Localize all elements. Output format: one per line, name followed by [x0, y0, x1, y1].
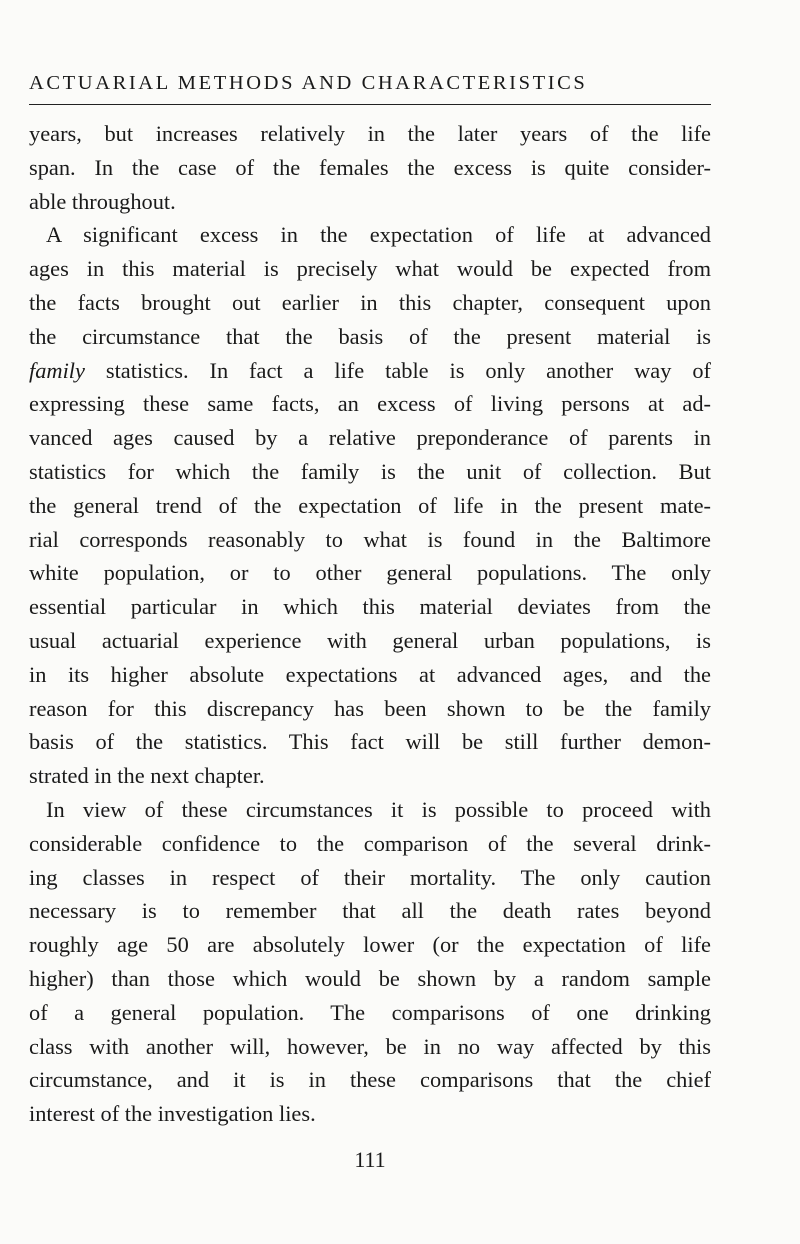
book-page [29, 0, 711, 1244]
text-run: essential particular in which this material deviates from the [29, 594, 711, 620]
text-run: necessary is to remember that all the death rates beyond [29, 898, 711, 924]
text-run: ing classes in respect of their mortality. The only caution [29, 864, 711, 890]
text-run: higher) than those which would be shown by a random sample [29, 965, 711, 991]
text-line [29, 861, 711, 895]
text-run: reason for this discrepancy has been shown to be the family [29, 695, 711, 721]
text-line [29, 320, 711, 354]
text-line [29, 117, 711, 151]
text-run: roughly age 50 are absolutely lower (or the expectation of life [29, 932, 711, 958]
text-line [29, 928, 711, 962]
text-run: expressing these same facts, an excess of living persons at ad- [29, 391, 711, 417]
text-line [29, 1063, 711, 1097]
text-line [29, 455, 711, 489]
text-line [29, 218, 711, 252]
text-run: of a general population. The comparisons of one drinking [29, 999, 711, 1025]
header-rule [29, 104, 711, 105]
running-head: ACTUARIAL METHODS AND CHARACTERISTICS [29, 72, 588, 94]
text-line [29, 793, 711, 827]
text-line [29, 1097, 711, 1131]
text-line [29, 286, 711, 320]
text-run: basis of the statistics. This fact will be still further demon- [29, 729, 711, 755]
text-run: the facts brought out earlier in this chapter, consequent upon [29, 289, 711, 315]
italic-word: family [29, 357, 85, 383]
text-run: the circumstance that the basis of the present material is [29, 323, 711, 349]
text-run: span. In the case of the females the excess is quite consider- [29, 154, 711, 180]
text-line [29, 556, 711, 590]
text-line [29, 252, 711, 286]
text-line [29, 354, 711, 388]
text-line [29, 894, 711, 928]
text-run: interest of the investigation lies. [29, 1101, 316, 1127]
text-line [29, 185, 711, 219]
text-run: in its higher absolute expectations at advanced ages, and the [29, 661, 711, 687]
page-number: 111 [354, 1147, 386, 1172]
text-line [29, 759, 711, 793]
text-run: In view of these circumstances it is possible to proceed with [46, 796, 711, 822]
text-run: A significant excess in the expectation of life at advanced [46, 222, 711, 248]
text-run: usual actuarial experience with general urban populations, is [29, 627, 711, 653]
text-line [29, 523, 711, 557]
text-run: white population, or to other general populations. The only [29, 560, 711, 586]
text-run: circumstance, and it is in these comparisons that the chief [29, 1067, 711, 1093]
text-line [29, 387, 711, 421]
text-line [29, 421, 711, 455]
text-run: class with another will, however, be in no way affected by this [29, 1033, 711, 1059]
text-run: statistics. In fact a life table is only another way of [84, 357, 711, 383]
text-line [29, 151, 711, 185]
text-run: ages in this material is precisely what would be expected from [29, 256, 711, 282]
text-line [29, 1030, 711, 1064]
text-run: the general trend of the expectation of life in the present mate- [29, 492, 711, 518]
text-line [29, 489, 711, 523]
text-line [29, 658, 711, 692]
text-line [29, 827, 711, 861]
text-run: years, but increases relatively in the later years of the life [29, 121, 711, 146]
text-line [29, 624, 711, 658]
text-line [29, 996, 711, 1030]
text-line [29, 590, 711, 624]
text-run: strated in the next chapter. [29, 763, 265, 789]
text-run: rial corresponds reasonably to what is found in the Baltimore [29, 526, 711, 552]
text-line [29, 962, 711, 996]
text-run: statistics for which the family is the unit of collection. But [29, 458, 711, 484]
text-run: able throughout. [29, 188, 176, 214]
text-line [29, 692, 711, 726]
text-run: considerable confidence to the comparison of the several drink- [29, 830, 711, 856]
text-line [29, 725, 711, 759]
text-run: vanced ages caused by a relative preponderance of parents in [29, 425, 711, 451]
body-text [29, 117, 711, 1131]
